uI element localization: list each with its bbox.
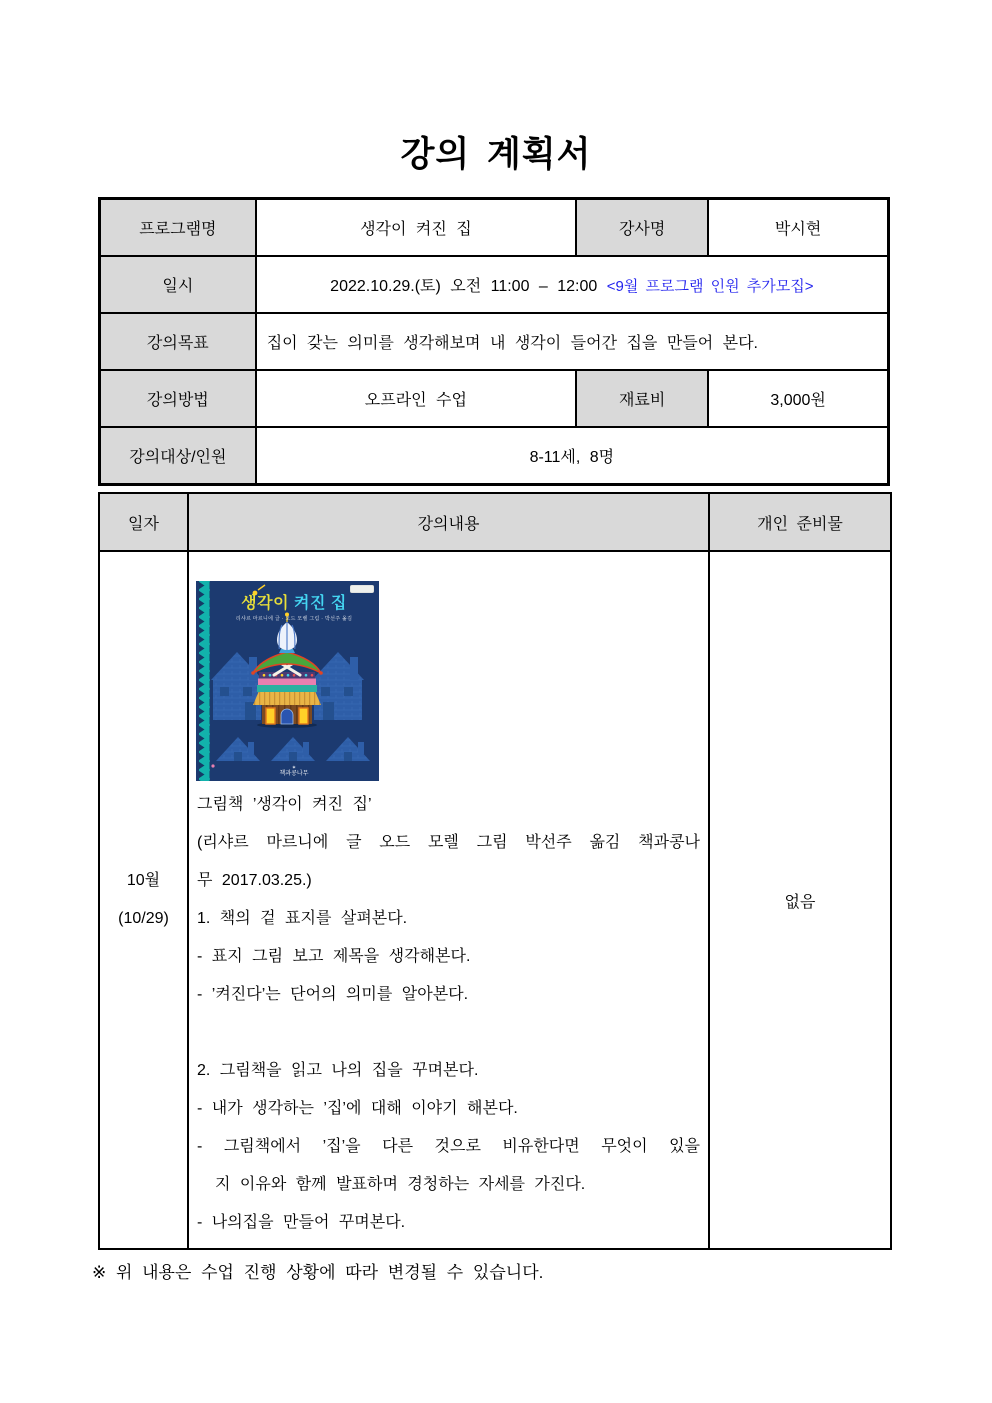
datetime-value xyxy=(256,256,889,313)
date-day: (10/29) xyxy=(118,910,169,927)
table-row xyxy=(99,551,891,1249)
book-title-part3: 집 xyxy=(330,594,347,612)
method-value: 오프라인 수업 xyxy=(256,370,576,427)
content-line: - 나의집을 만들어 꾸며본다. xyxy=(197,1213,406,1231)
table-row xyxy=(100,427,889,485)
fee-label: 재료비 xyxy=(576,370,708,427)
content-line: 2. 그림책을 읽고 나의 집을 꾸며본다. xyxy=(197,1061,479,1079)
goal-label: 강의목표 xyxy=(100,313,256,370)
content-line-blank xyxy=(197,1014,700,1052)
book-title-part2: 켜진 xyxy=(293,594,326,612)
content-line: (리샤르 마르니에 글 오드 모렐 그림 박선주 옮김 책과콩나 xyxy=(197,833,700,851)
date-month: 10월 xyxy=(126,872,161,889)
publisher-logo xyxy=(209,766,379,778)
supplies-column-header: 개인 준비물 xyxy=(709,493,891,551)
book-title xyxy=(209,590,379,613)
content-line: 지 이유와 함께 발표하며 경청하는 자세를 가진다. xyxy=(215,1175,586,1193)
datetime-label: 일시 xyxy=(100,256,256,313)
program-name-value: 생각이 켜진 집 xyxy=(256,199,576,257)
supplies-cell: 없음 xyxy=(709,551,891,1249)
content-line: 1. 책의 겉 표지를 살펴본다. xyxy=(197,909,408,927)
content-line: - 표지 그림 보고 제목을 생각해본다. xyxy=(197,947,471,965)
content-line: - ’켜진다’는 단어의 의미를 알아본다. xyxy=(197,985,469,1003)
course-info-table xyxy=(98,197,890,486)
table-header-row xyxy=(99,493,891,551)
table-row xyxy=(100,313,889,370)
datetime-text: 2022.10.29.(토) 오전 11:00 – 12:00 xyxy=(330,278,598,295)
content-line: - 내가 생각하는 ’집’에 대해 이야기 해본다. xyxy=(197,1099,518,1117)
book-title-part1: 생각이 xyxy=(241,594,290,612)
target-value: 8-11세, 8명 xyxy=(256,427,889,485)
book-author-line: 리샤르 마르니에 글 · 오드 모렐 그림 · 박선주 옮김 xyxy=(235,615,353,622)
table-row xyxy=(100,199,889,257)
content-line: - 그림책에서 ’집’을 다른 것으로 비유한다면 무엇이 있을 xyxy=(197,1137,700,1155)
program-name-label: 프로그램명 xyxy=(100,199,256,257)
extra-recruit-notice: <9월 프로그램 인원 추가모집> xyxy=(606,278,814,295)
content-line: 그림책 ’생각이 켜진 집’ xyxy=(197,795,372,813)
target-label: 강의대상/인원 xyxy=(100,427,256,485)
lecture-content-cell xyxy=(188,551,709,1249)
publisher-logo-icon: ✶ xyxy=(291,764,297,771)
document-title: 강의 계획서 xyxy=(400,135,592,174)
lecture-content-text xyxy=(189,786,708,1242)
publisher-logo-text: 책과콩나무 xyxy=(279,770,309,777)
method-label: 강의방법 xyxy=(100,370,256,427)
fee-value: 3,000원 xyxy=(708,370,888,427)
date-cell xyxy=(99,551,188,1249)
date-column-header: 일자 xyxy=(99,493,188,551)
table-row xyxy=(100,256,889,313)
book-cover-image xyxy=(196,581,379,781)
instructor-value: 박시현 xyxy=(708,199,888,257)
instructor-label: 강사명 xyxy=(576,199,708,257)
footnote: ※ 위 내용은 수업 진행 상황에 따라 변경될 수 있습니다. xyxy=(92,1263,544,1282)
goal-value: 집이 갖는 의미를 생각해보며 내 생각이 들어간 집을 만들어 본다. xyxy=(256,313,889,370)
content-column-header: 강의내용 xyxy=(188,493,709,551)
schedule-table xyxy=(98,492,892,1250)
table-row xyxy=(100,370,889,427)
content-line: 무 2017.03.25.) xyxy=(197,871,312,889)
